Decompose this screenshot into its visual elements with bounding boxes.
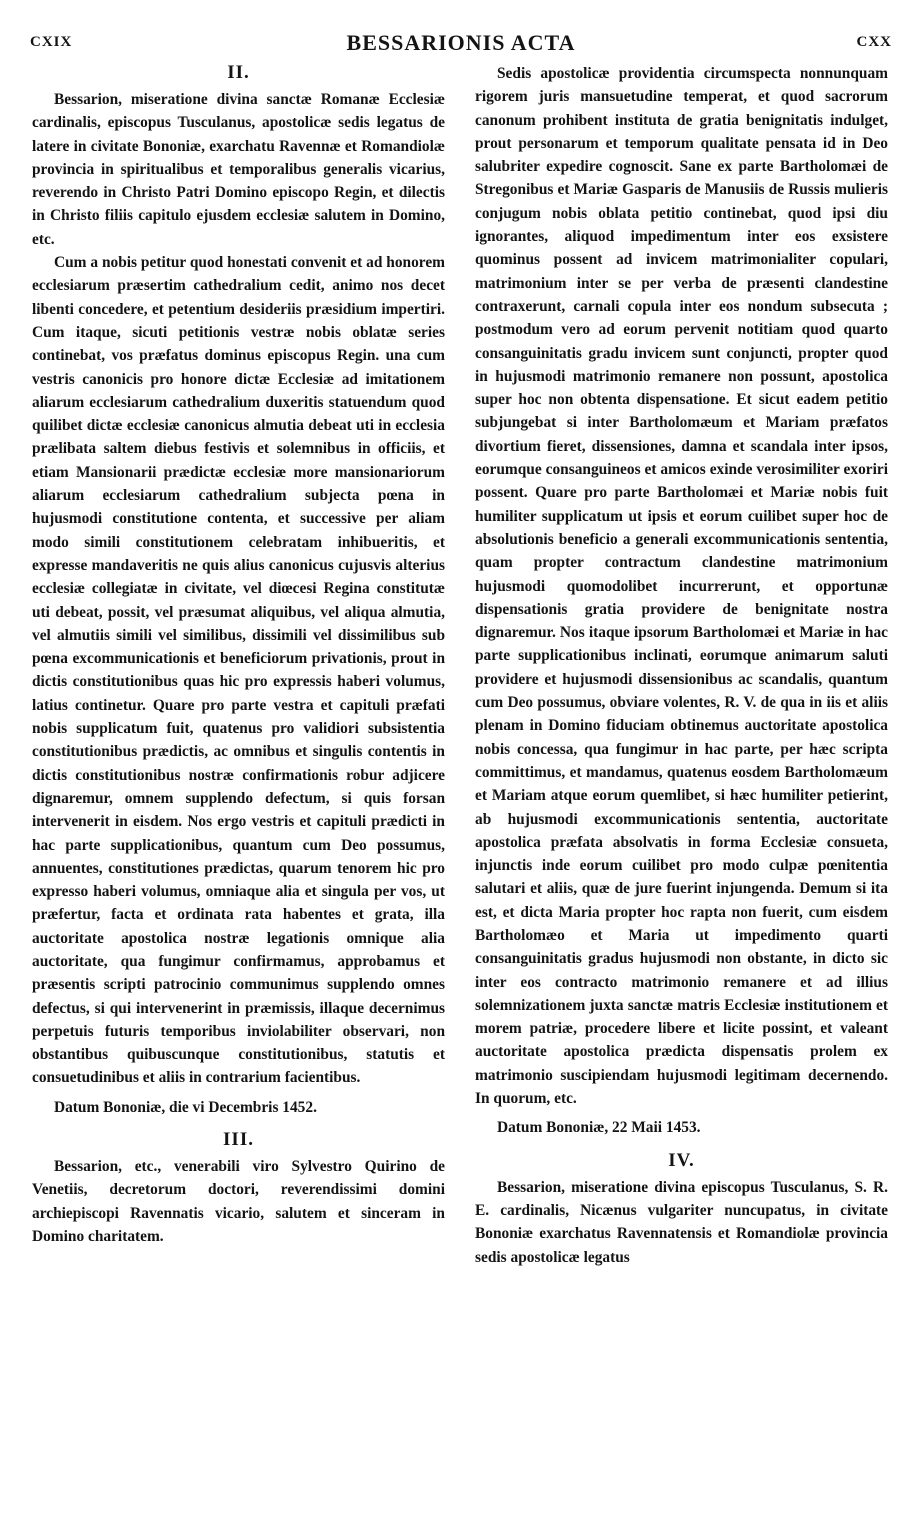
page-number-left: CXIX	[30, 34, 73, 50]
section-iii-date: Datum Bononiæ, 22 Maii 1453.	[497, 1119, 701, 1137]
running-head	[30, 30, 892, 60]
section-number-iv: IV.	[668, 1149, 695, 1171]
section-number-ii: II.	[227, 62, 250, 83]
page-number-right: CXX	[856, 34, 892, 50]
section-ii-date: Datum Bononiæ, die vi Decembris 1452.	[54, 1098, 317, 1116]
section-ii-body: Cum a nobis petitur quod honestati convenit et ad honorem ecclesiarum præsertim cathedralium cedit, animo nos decet libenti concedere, et petentium desideriis præsidium impertiri. Cum itaque, sicuti petitionis vestræ nobis oblatæ series continebat, vos præfatus dominus episcopus Regin. una cum vestris canonicis pro honore dictæ Ecclesiæ ad imitationem aliarum ecclesiarum cathedralium duxeritis statuendum quod quilibet dictæ ecclesiæ canonicus almutia debeat uti in ecclesia prælibata saltem diebus festivis et solemnibus in officiis, et etiam Mansionarii prædictæ ecclesiæ more mansionariorum aliarum ecclesiarum cathedralium subjecta pœna in hujusmodi constitutione contenta, et successive per aliam modo simili constitutionem celebratam inhibueritis, et expresse mandaveritis ne quis alius canonicus cujusvis alterius ecclesiæ collegiatæ in civitate, vel diœcesi Regina constitutæ uti debeat, possit, vel præsumat aliquibus, vel aliqua almutia, vel almutiis simili vel similibus, dissimili vel dissimilibus sub pœna excommunicationis et beneficiorum privationis, prout in dictis constitutionibus quas hic pro expressis haberi volumus, latius continetur. Quare pro parte vestra et capituli præfati nobis supplicatum fuit, quatenus pro validiori subsistentia constitutionibus prædictis, ac omnibus et singulis contentis in dictis constitutionibus nostræ confirmationis robur adjicere dignaremur, omnem supplendo defectum, si quis forsan intervenerit in eisdem. Nos ergo vestris et capituli prædicti in hac parte supplicationibus, quantum cum Deo possumus, annuentes, constitutiones prædictas, quarum tenorem hic pro expresso haberi volumus, omniaque alia et singula per vos, ut præfertur, facta et ordinata rata habentes et grata, illa auctoritate apostolica nostræ legationis omnique alia auctoritate, qua fungimur confirmamus, approbamus et præsentis scripti patrocinio communimus supplendo omnes defectus, si qui intervenerint in præmissis, illaque decernimus perpetuis futuris temporibus inviolabiliter observari, non obstantibus quibuscunque constitutionibus, statutis et consuetudinibus et aliis in contrarium facientibus.	[32, 254, 445, 1087]
right-column	[475, 62, 888, 1269]
section-ii-address: Bessarion, miseratione divina sanctæ Romanæ Ecclesiæ cardinalis, episcopus Tusculanus, apostolicæ sedis legatus de latere in civitate Bononiæ, exarchatu Ravennæ et Romandiolæ provincia in spiritualibus et temporalibus generalis vicarius, reverendo in Christo Patri Domino episcopo Regin, et dilectis in Christo filiis capitulo ejusdem ecclesiæ salutem in Domino, etc.	[32, 91, 445, 248]
section-number-iii: III.	[223, 1129, 254, 1151]
page-title: BESSARIONIS ACTA	[346, 30, 576, 55]
left-column	[32, 62, 445, 1248]
section-iii-body: Sedis apostolicæ providentia circumspecta nonnunquam rigorem juris mansuetudine temperat, et quod sacrorum canonum prohibent instituta de gratia benignitatis indulget, prout personarum et temporum qualitate pensata id in Deo salubriter expedire cognoscit. Sane ex parte Bartholomæi de Stregonibus et Mariæ Gasparis de Manusiis de Russis mulieris conjugum nobis oblata petitio continebat, quod ipsi diu ignorantes, aliquod impedimentum inter eos exsistere quominus possent ad invicem matrimonialiter copulari, matrimonium inter se per verba de præsenti clandestine contraxerunt, carnali copula inter eos nondum subsecuta ; postmodum vero ad eorum pervenit notitiam quod quarto consanguinitatis gradu invicem sunt conjuncti, propter quod in hujusmodi matrimonio remanere non possunt, apostolica super hoc non obtenta dispensatione. Et sicut eadem petitio subjungebat si inter Bartholomæum et Mariam præfatos divortium fieret, dissensiones, damna et scandala inter ipsos, eorumque consanguineos et amicos exinde verosimiliter exoriri possent. Quare pro parte Bartholomæi et Mariæ nobis fuit humiliter supplicatum ut ipsis et eorum cuilibet super hoc de absolutionis beneficio a generali excommunicationis sententia, quam propter contractum clandestine matrimonium hujusmodi quomodolibet incurrerunt, et opportunæ dispensationis gratia providere de benignitate nostra dignaremur. Nos itaque ipsorum Bartholomæi et Mariæ in hac parte supplicationibus inclinati, eorumque animarum saluti providere et hujusmodi dissensionibus ac scandalis, quantum cum Deo possumus, obviare volentes, R. V. de qua in iis et aliis plenam in Domino fiduciam obtinemus auctoritate apostolica nobis concessa, qua fungimur in hac parte, per hæc scripta committimus, et mandamus, quatenus eosdem Bartholomæum et Mariam atque eorum quemlibet, si hæc humiliter petierint, ab hujusmodi excommunicationis sententia, auctoritate apostolica præfata absolvatis in forma Ecclesiæ consueta, injunctis inde eorum cuilibet pro modo culpæ pœnitentia salutari et aliis, quæ de jure fuerint injungenda. Demum si ita est, et dicta Maria propter hoc rapta non fuerit, cum eisdem Bartholomæo et Maria ut impedimento quarti consanguinitatis gradus hujusmodi non obstante, in dicto sic inter eos contracto matrimonio remanere et ad illius solemnizationem juxta sanctæ matris Ecclesiæ institutionem et morem patriæ, procedere libere et licite possint, et valeant auctoritate apostolica prædicta dispensatis prolem ex matrimonio suscipiendam hujusmodi legitimam decernendo. In quorum, etc.	[475, 65, 888, 1108]
section-iv-text: Bessarion, miseratione divina episcopus Tusculanus, S. R. E. cardinalis, Nicænus vulgariter nuncupatus, in civitate Bononiæ exarchatus Ravennatensis et Romandiolæ provincia sedis apostolicæ legatus	[475, 1178, 888, 1266]
section-iii-text: Bessarion, etc., venerabili viro Sylvestro Quirino de Venetiis, decretorum doctori, reverendissimi domini archiepiscopi Ravennatis vicario, salutem et sinceram in Domino charitatem.	[32, 1158, 445, 1245]
